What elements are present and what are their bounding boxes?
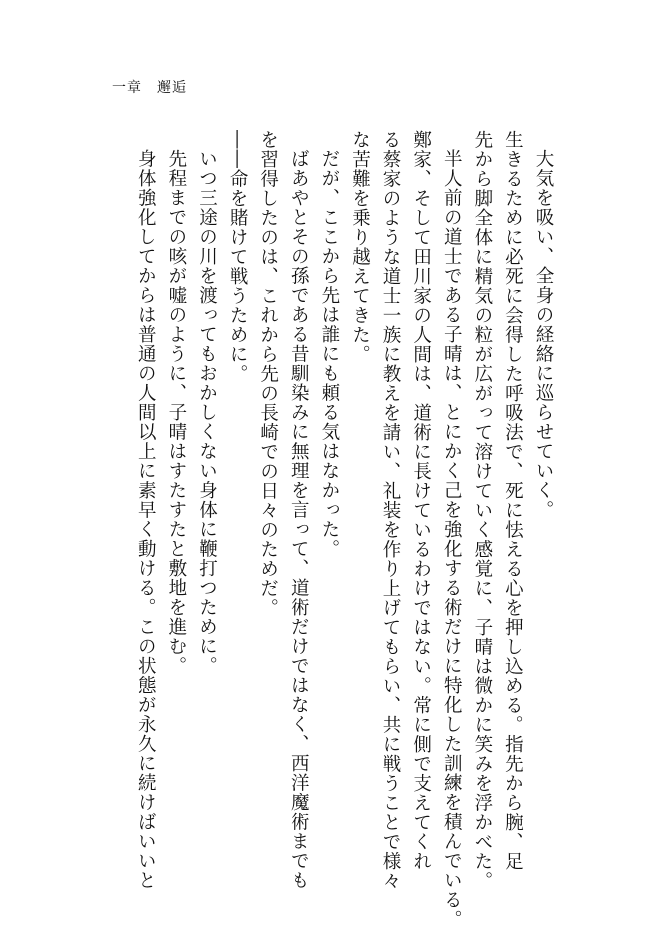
running-header: 一章 邂逅 bbox=[112, 80, 187, 96]
text-line: だが、ここから先は誰にも頼る気はなかった。 bbox=[318, 148, 340, 558]
paragraph bbox=[130, 130, 161, 890]
text-line: いつ三途の川を渡ってもおかしくない身体に鞭打つために。 bbox=[196, 148, 218, 675]
text-line: 先から脚全体に精気の粒が広がって溶けていく感覚に、子晴は微かに笑みを浮かべた。 bbox=[471, 130, 493, 891]
paragraph bbox=[527, 130, 558, 850]
text-line: な苦難を乗り越えてきた。 bbox=[349, 130, 371, 364]
paragraph bbox=[252, 130, 313, 890]
text-line: ばあやとその孫である昔馴染みに無理を言って、道術だけではなく、西洋魔術までも bbox=[288, 148, 310, 890]
paragraph bbox=[313, 130, 344, 850]
text-line: 鄭家、そして田川家の人間は、道術に長けているわけではない。常に側で支えてくれ bbox=[410, 130, 432, 871]
text-line: を習得したのは、これから先の長崎での日々のためだ。 bbox=[257, 130, 279, 618]
text-line: 身体強化してからは普通の人間以上に素早く動ける。この状態が永久に続けばいいと bbox=[135, 148, 157, 890]
paragraph bbox=[344, 130, 466, 929]
text-line: ――命を賭けて戦うために。 bbox=[227, 130, 249, 384]
paragraph bbox=[466, 130, 527, 891]
paragraph bbox=[160, 130, 191, 850]
text-line: 大気を吸い、全身の経絡に巡らせていく。 bbox=[533, 148, 554, 519]
text-line: 先程までの咳が嘘のように、子晴はすたすたと敷地を進む。 bbox=[165, 148, 187, 675]
body-text bbox=[130, 130, 558, 929]
paragraph bbox=[191, 130, 222, 850]
text-line: る蔡家のような道士一族に教えを請い、礼装を作り上げてもらい、共に戦うことで様々 bbox=[380, 130, 402, 891]
text-line: 半人前の道士である子晴は、とにかく己を強化する術だけに特化した訓練を積んでいる。 bbox=[441, 148, 463, 929]
paragraph bbox=[221, 130, 252, 850]
text-line: 生きるために必死に会得した呼吸法で、死に怯える心を押し込める。指先から腕、足 bbox=[502, 130, 524, 871]
